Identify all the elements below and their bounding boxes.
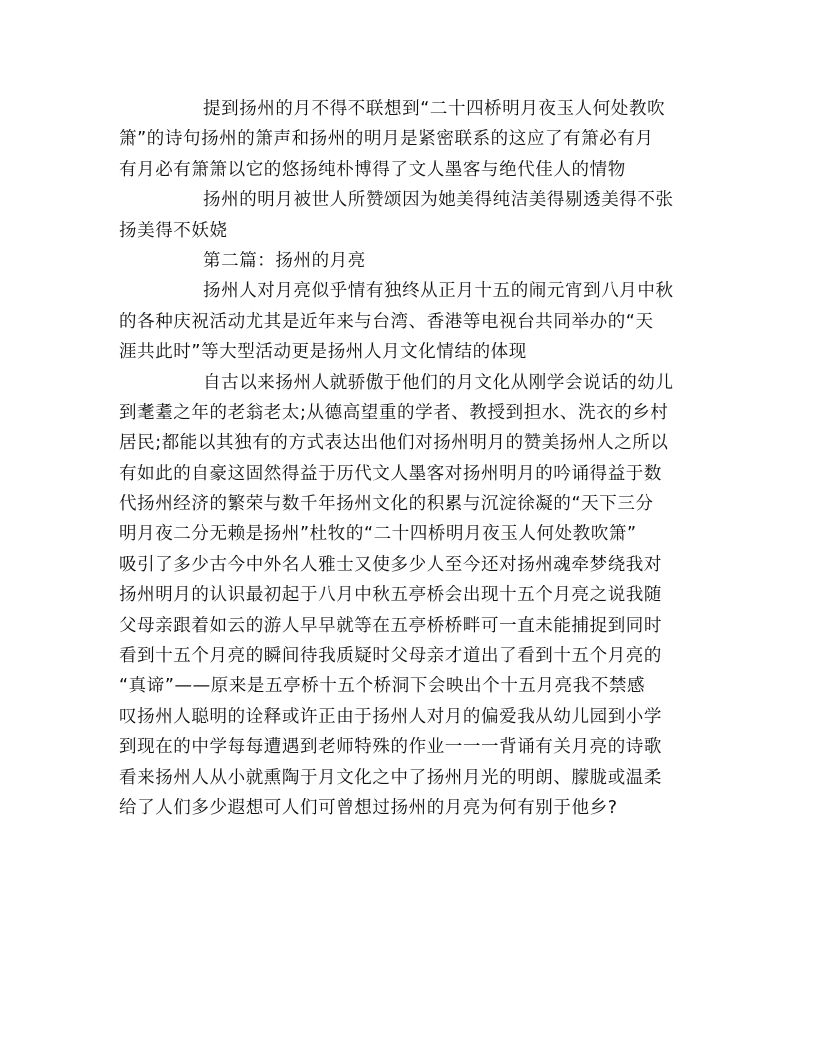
article-body (119, 94, 697, 823)
paragraph-line: 扬美得不妖娆 (119, 220, 228, 241)
section-heading: 第二篇：扬州的月亮 (203, 250, 366, 271)
paragraph-line: “真谛”——原来是五亭桥十五个桥洞下会映出个十五月亮我不禁感 (119, 676, 646, 697)
paragraph-line: 的各种庆祝活动尤其是近年来与台湾、香港等电视台共同举办的“天 (119, 311, 654, 332)
paragraph-line: 叹扬州人聪明的诠释或许正由于扬州人对月的偏爱我从幼儿园到小学 (119, 706, 662, 727)
paragraph-line: 到现在的中学每每遭遇到老师特殊的作业一一一背诵有关月亮的诗歌 (119, 737, 662, 758)
paragraph-line: 看来扬州人从小就熏陶于月文化之中了扬州月光的明朗、朦胧或温柔 (119, 767, 662, 788)
paragraph-line: 吸引了多少古今中外名人雅士又使多少人至今还对扬州魂牵梦绕我对 (119, 554, 662, 575)
paragraph-line: 到耄耋之年的老翁老太;从德高望重的学者、教授到担水、洗衣的乡村 (119, 402, 669, 423)
paragraph-line: 父母亲跟着如云的游人早早就等在五亭桥桥畔可一直未能捕捉到同时 (119, 615, 662, 636)
paragraph-line: 提到扬州的月不得不联想到“二十四桥明月夜玉人何处教吹 (203, 99, 666, 119)
paragraph-line: 涯共此时”等大型活动更是扬州人月文化情结的体现 (119, 342, 527, 363)
paragraph-line: 居民;都能以其独有的方式表达出他们对扬州明月的赞美扬州人之所以 (119, 433, 669, 454)
paragraph-line: 扬州明月的认识最初起于八月中秋五亭桥会出现十五个月亮之说我随 (119, 585, 662, 606)
paragraph-line: 明月夜二分无赖是扬州”杜牧的“二十四桥明月夜玉人何处教吹箫” (119, 524, 637, 545)
paragraph-line: 给了人们多少遐想可人们可曾想过扬州的月亮为何有别于他乡? (119, 797, 618, 818)
paragraph-line: 有如此的自豪这固然得益于历代文人墨客对扬州明月的吟诵得益于数 (119, 463, 662, 484)
paragraph-line: 有月必有箫箫以它的悠扬纯朴博得了文人墨客与绝代佳人的情物 (119, 159, 626, 180)
paragraph-line: 代扬州经济的繁荣与数千年扬州文化的积累与沉淀徐凝的“天下三分 (119, 494, 654, 515)
paragraph-line: 自古以来扬州人就骄傲于他们的月文化从刚学会说话的幼儿 (203, 372, 674, 393)
paragraph-line: 扬州的明月被世人所赞颂因为她美得纯洁美得剔透美得不张 (203, 190, 674, 211)
paragraph-line: 看到十五个月亮的瞬间待我质疑时父母亲才道出了看到十五个月亮的 (119, 646, 662, 667)
paragraph-line: 扬州人对月亮似乎情有独终从正月十五的闹元宵到八月中秋 (203, 281, 674, 302)
paragraph-line: 箫”的诗句扬州的箫声和扬州的明月是紧密联系的这应了有箫必有月 (119, 129, 654, 150)
